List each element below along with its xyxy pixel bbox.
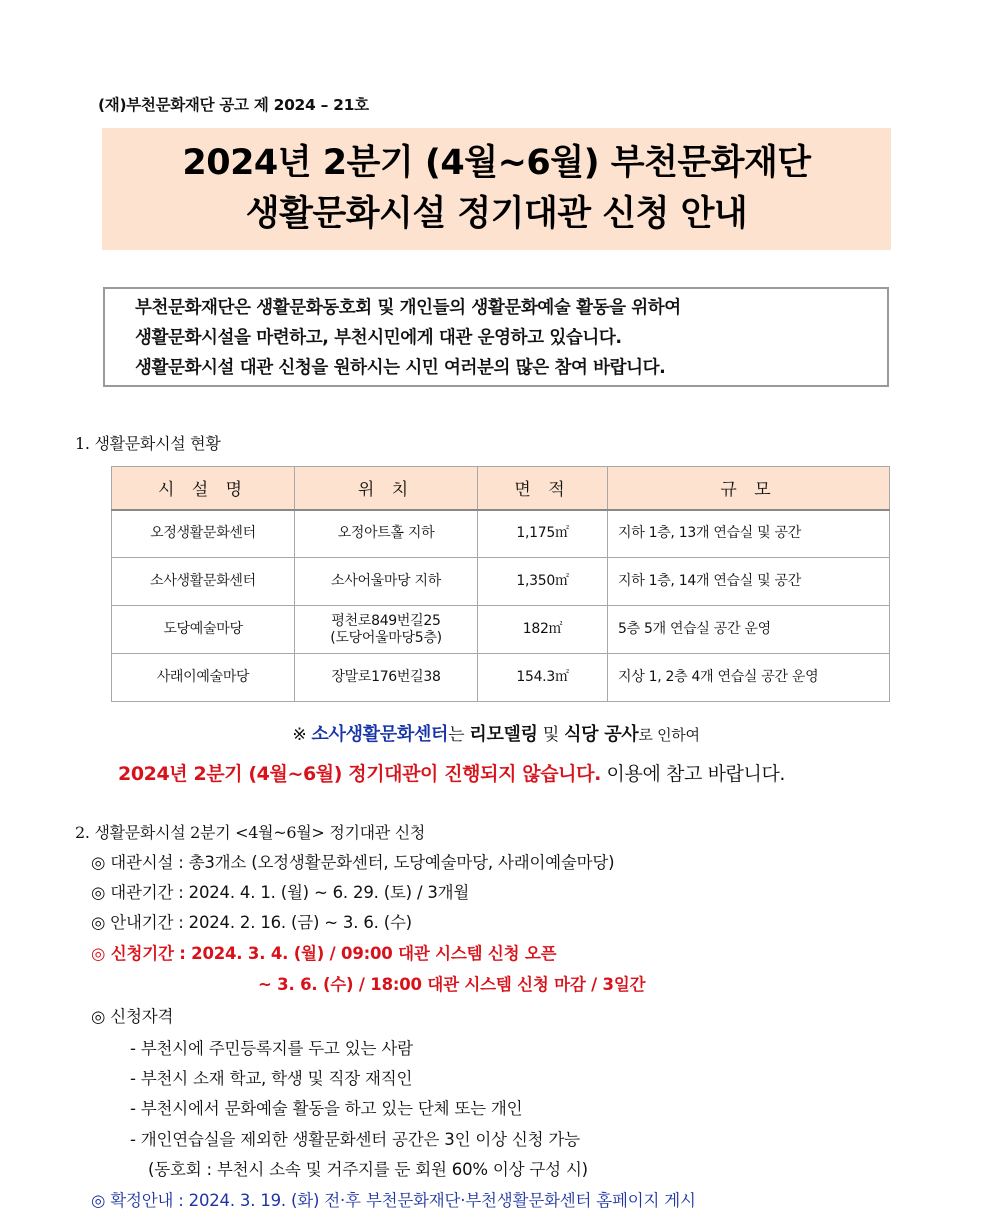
intro-box: [103, 287, 889, 387]
facilities-table: [111, 466, 890, 702]
facility-scale: 지하 1층, 13개 연습실 및 공간: [608, 510, 890, 558]
rental-period: ◎ 대관기간 : 2024. 4. 1. (월) ~ 6. 29. (토) / 3개월: [91, 883, 470, 902]
facility-area: 1,175㎡: [478, 510, 608, 558]
closure-notice-line-1: [0, 720, 992, 746]
facility-scale: 지상 1, 2층 4개 연습실 공간 운영: [608, 654, 890, 702]
facility-name: 도당예술마당: [112, 606, 295, 654]
facility-area: 182㎡: [478, 606, 608, 654]
table-row: [112, 558, 890, 606]
application-open: ◎ 신청기간 : 2024. 3. 4. (월) / 09:00 대관 시스템 신청 오픈: [91, 944, 557, 963]
table-row: [112, 510, 890, 558]
table-row: [112, 606, 890, 654]
eligibility-note: (동호회 : 부천시 소속 및 거주지를 둔 회원 60% 이상 구성 시): [148, 1160, 588, 1179]
reference-mark: ※: [292, 725, 312, 745]
facility-scale: 지하 1층, 14개 연습실 및 공간: [608, 558, 890, 606]
eligibility-item: - 부천시에서 문화예술 활동을 하고 있는 단체 또는 개인: [130, 1099, 523, 1118]
section-2-title: 2. 생활문화시설 2분기 <4월~6월> 정기대관 신청: [75, 823, 426, 842]
column-header-scale: 규 모: [608, 467, 890, 510]
facility-scale: 5층 5개 연습실 공간 운영: [608, 606, 890, 654]
notice-remodeling: 리모델링: [469, 724, 538, 745]
column-header-area: 면 적: [478, 467, 608, 510]
facility-name: 소사생활문화센터: [112, 558, 295, 606]
notice-construction: 식당 공사: [564, 724, 639, 745]
table-header-row: [112, 467, 890, 510]
facility-name: 사래이예술마당: [112, 654, 295, 702]
eligibility-title: ◎ 신청자격: [91, 1007, 174, 1026]
facility-location: 장말로176번길38: [295, 654, 478, 702]
column-header-location: 위 치: [295, 467, 478, 510]
application-close: ~ 3. 6. (수) / 18:00 대관 시스템 신청 마감 / 3일간: [258, 975, 646, 994]
section-1-title: 1. 생활문화시설 현황: [75, 434, 221, 453]
eligibility-item: - 개인연습실을 제외한 생활문화센터 공간은 3인 이상 신청 가능: [130, 1130, 580, 1149]
facility-location: 오정아트홀 지하: [295, 510, 478, 558]
notice-particle-1: 는: [448, 725, 470, 745]
guide-period: ◎ 안내기간 : 2024. 2. 16. (금) ~ 3. 6. (수): [91, 913, 412, 932]
facility-area: 1,350㎡: [478, 558, 608, 606]
closure-warning: 2024년 2분기 (4월~6월) 정기대관이 진행되지 않습니다.: [118, 763, 601, 785]
eligibility-item: - 부천시 소재 학교, 학생 및 직장 재직인: [130, 1069, 413, 1088]
intro-line-2: 생활문화시설을 마련하고, 부천시민에게 대관 운영하고 있습니다.: [135, 328, 622, 348]
notice-number: (재)부천문화재단 공고 제 2024 – 21호: [98, 96, 369, 114]
table-row: [112, 654, 890, 702]
notice-particle-2: 및: [537, 725, 565, 745]
rental-facilities: ◎ 대관시설 : 총3개소 (오정생활문화센터, 도당예술마당, 사래이예술마당): [91, 853, 615, 872]
facility-area: 154.3㎡: [478, 654, 608, 702]
facility-location: [295, 606, 478, 654]
title-line-1: 2024년 2분기 (4월~6월) 부천문화재단: [182, 143, 811, 183]
title-banner: [102, 128, 891, 250]
facility-location-line-1: 평천로849번길25: [331, 612, 441, 629]
intro-line-1: 부천문화재단은 생활문화동호회 및 개인들의 생활문화예술 활동을 위하여: [135, 298, 681, 318]
facility-location-line-2: (도당어울마당5층): [330, 629, 442, 646]
facility-name: 오정생활문화센터: [112, 510, 295, 558]
notice-particle-3: 로 인하여: [638, 726, 700, 744]
facility-location: 소사어울마당 지하: [295, 558, 478, 606]
eligibility-item: - 부천시에 주민등록지를 두고 있는 사람: [130, 1039, 413, 1058]
closure-tail: 이용에 참고 바랍니다.: [600, 763, 786, 785]
closed-center-name: 소사생활문화센터: [311, 724, 449, 745]
closure-notice-line-2: [118, 759, 785, 786]
column-header-name: 시 설 명: [112, 467, 295, 510]
title-line-2: 생활문화시설 정기대관 신청 안내: [245, 194, 748, 234]
confirmation-notice: ◎ 확정안내 : 2024. 3. 19. (화) 전·후 부천문화재단·부천생활문화센터 홈페이지 게시: [91, 1191, 696, 1210]
intro-line-3: 생활문화시설 대관 신청을 원하시는 시민 여러분의 많은 참여 바랍니다.: [135, 358, 666, 378]
